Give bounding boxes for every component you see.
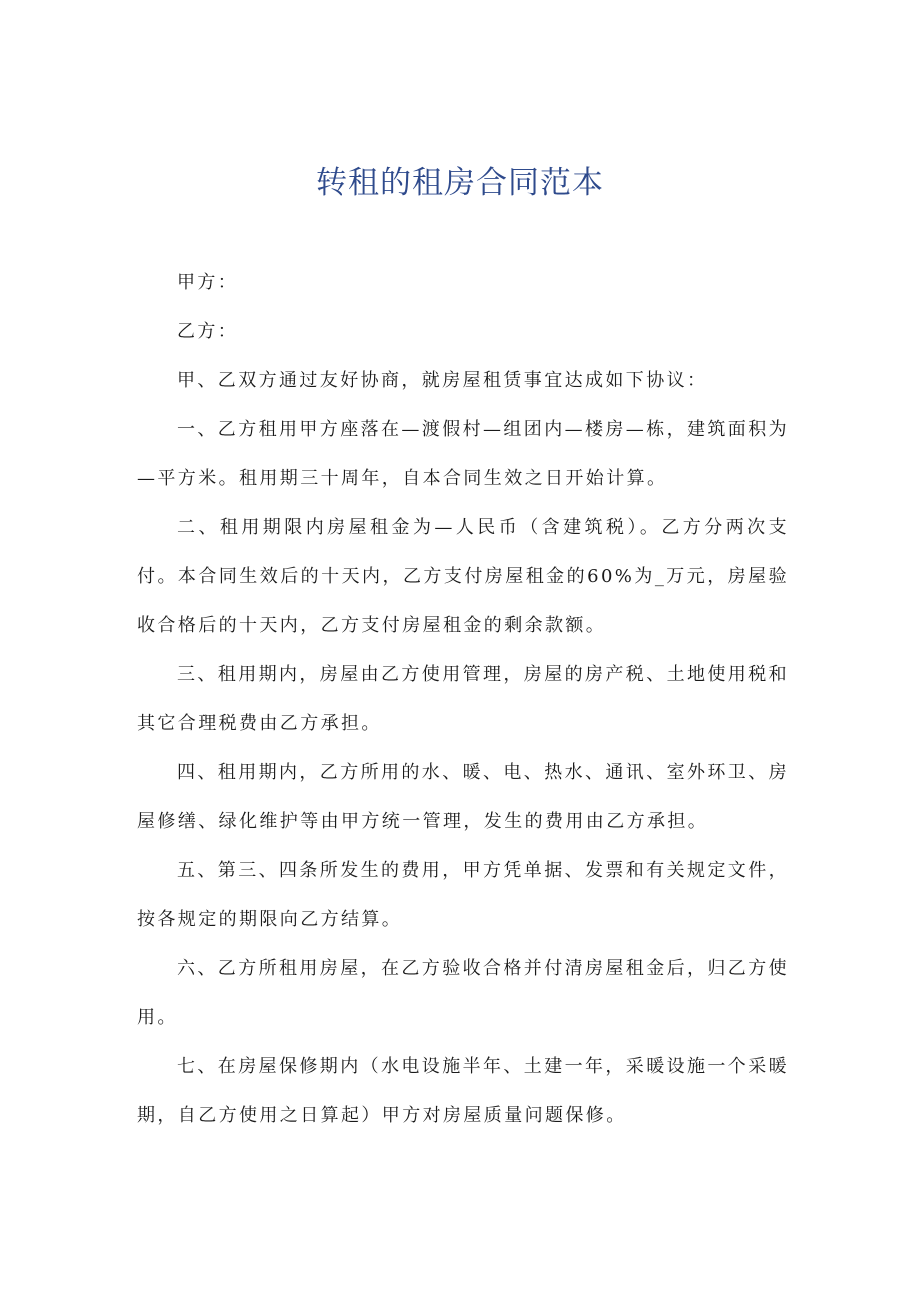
clause-3: 三、租用期内，房屋由乙方使用管理，房屋的房产税、土地使用税和其它合理税费由乙方承担。: [137, 664, 789, 734]
document-title: 转租的租房合同范本: [316, 165, 604, 201]
clause-6: 六、乙方所租用房屋，在乙方验收合格并付清房屋租金后，归乙方使用。: [137, 958, 789, 1028]
agreement-intro: 甲、乙双方通过友好协商，就房屋租赁事宜达成如下协议：: [177, 370, 708, 391]
document-body: [137, 258, 789, 1140]
clause-1: 一、乙方租用甲方座落在—渡假村—组团内—楼房—栋，建筑面积为—平方米。租用期三十周年，自本合同生效之日开始计算。: [137, 419, 789, 489]
clause-4: 四、租用期内，乙方所用的水、暖、电、热水、通讯、室外环卫、房屋修缮、绿化维护等由甲方统一管理，发生的费用由乙方承担。: [137, 762, 789, 832]
clause-5: 五、第三、四条所发生的费用，甲方凭单据、发票和有关规定文件，按各规定的期限向乙方结算。: [137, 860, 789, 930]
party-b-line: 乙方：: [177, 321, 239, 342]
clause-2: 二、租用期限内房屋租金为—人民币（含建筑税）。乙方分两次支付。本合同生效后的十天内，乙方支付房屋租金的60%为_万元，房屋验收合格后的十天内，乙方支付房屋租金的剩余款额。: [137, 517, 789, 636]
party-a-line: 甲方：: [177, 272, 239, 293]
clause-7: 七、在房屋保修期内（水电设施半年、土建一年，采暖设施一个采暖期，自乙方使用之日算起）甲方对房屋质量问题保修。: [137, 1056, 789, 1126]
